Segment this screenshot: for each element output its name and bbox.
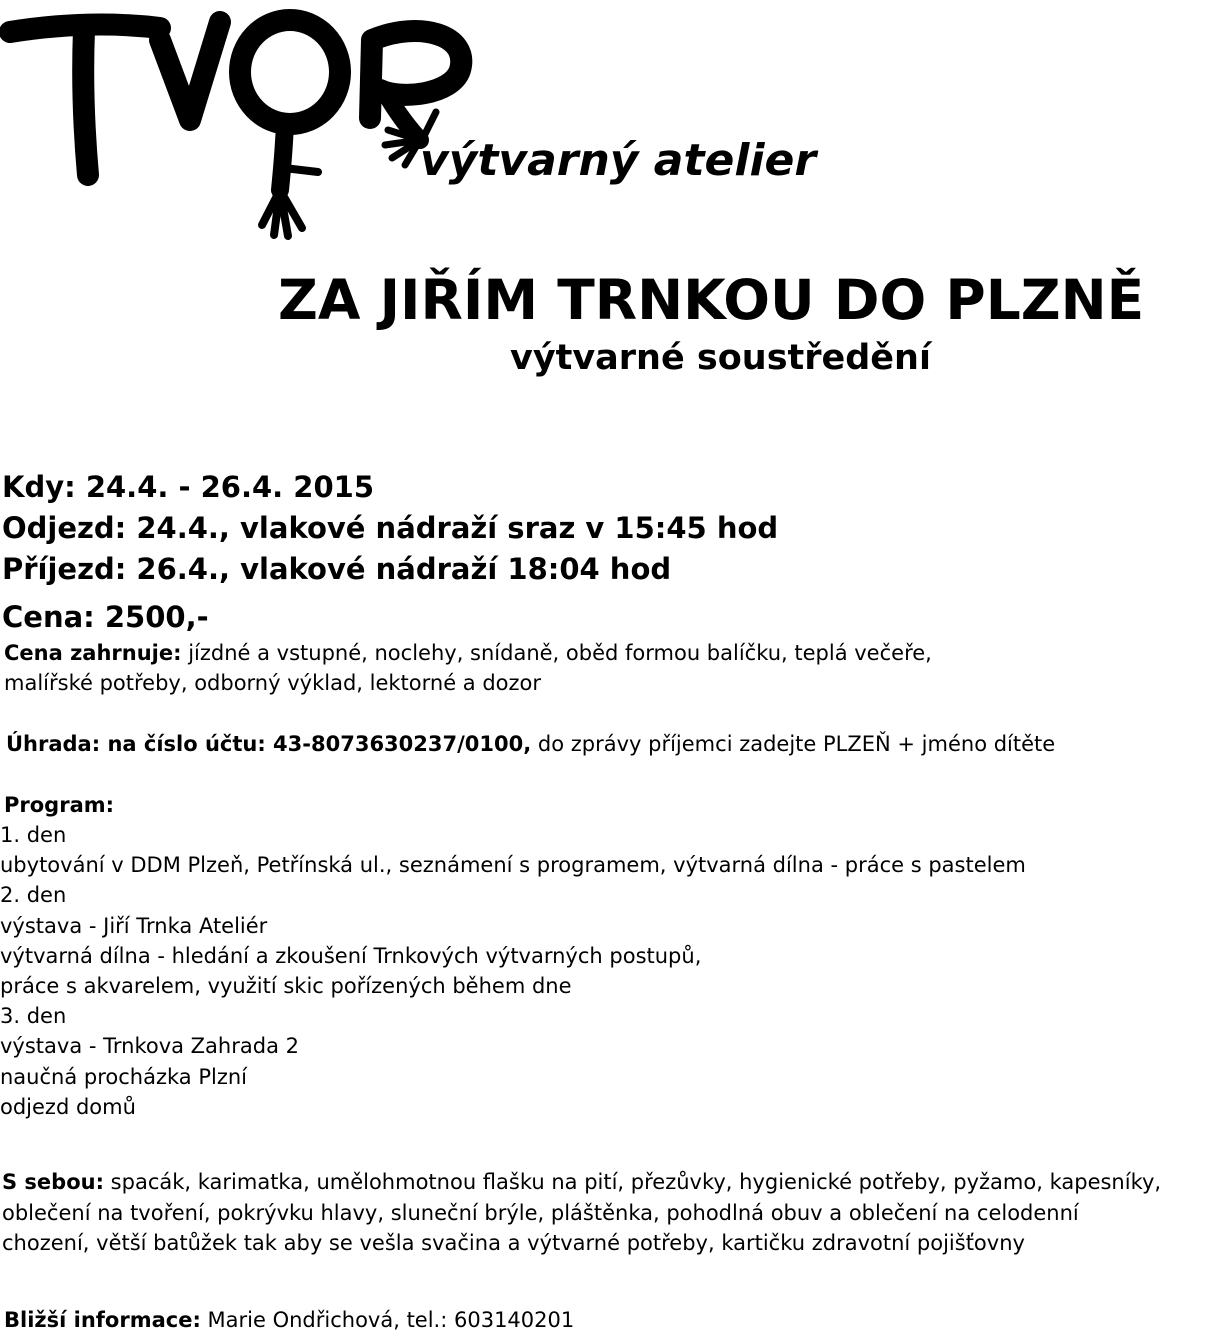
hands-logo-icon <box>10 20 461 236</box>
contact-info <box>4 1305 574 1335</box>
price-includes-label: Cena zahrnuje: <box>4 641 182 665</box>
program-line: 3. den <box>0 1004 67 1029</box>
program-line: výstava - Trnkova Zahrada 2 <box>0 1034 299 1059</box>
event-arrival: Příjezd: 26.4., vlakové nádraží 18:04 hod <box>2 552 672 586</box>
bring-line2: oblečení na tvoření, pokrývku hlavy, sluneční brýle, pláštěnka, pohodlná obuv a oblečení na celodenní <box>2 1201 1079 1225</box>
price-includes-line2: malířské potřeby, odborný výklad, lektorné a dozor <box>4 671 542 695</box>
program-line: ubytování v DDM Plzeň, Petřínská ul., seznámení s programem, výtvarná dílna - práce s pastelem <box>0 853 1026 878</box>
price-includes <box>4 638 932 668</box>
program-line: práce s akvarelem, využití skic pořízených během dne <box>0 974 572 998</box>
page-subtitle: výtvarné soustředění <box>510 338 931 378</box>
page-title: ZA JIŘÍM TRNKOU DO PLZNĚ <box>278 268 1145 332</box>
bring-line1 <box>2 1167 1161 1197</box>
event-departure: Odjezd: 24.4., vlakové nádraží sraz v 15:45 hod <box>2 511 779 545</box>
tvor-logo <box>0 0 820 245</box>
bring-label: S sebou: <box>2 1170 104 1194</box>
program-line: naučná procházka Plzní <box>0 1064 247 1089</box>
bring-text: spacák, karimatka, umělohmotnou flašku na pití, přezůvky, hygienické potřeby, pyžamo, kapesníky, <box>104 1170 1162 1194</box>
program-line: 2. den <box>0 883 67 908</box>
payment-info <box>6 729 1055 759</box>
program-line: výtvarná dílna - hledání a zkoušení Trnkových výtvarných postupů, <box>0 943 702 968</box>
payment-text: do zprávy příjemci zadejte PLZEŇ + jméno dítěte <box>531 732 1056 756</box>
event-dates: Kdy: 24.4. - 26.4. 2015 <box>2 470 375 504</box>
payment-label: Úhrada: na číslo účtu: 43-8073630237/0100, <box>6 732 532 756</box>
bring-line3: chození, větší batůžek tak aby se vešla svačina a výtvarné potřeby, kartičku zdravotní pojišťovny <box>2 1231 1025 1255</box>
program-line: odjezd domů <box>0 1094 136 1119</box>
program-line: 1. den <box>0 823 67 847</box>
event-price: Cena: 2500,- <box>2 600 209 634</box>
price-includes-text: jízdné a vstupné, noclehy, snídaně, oběd formou balíčku, teplá večeře, <box>181 641 932 665</box>
program-label: Program: <box>4 793 115 817</box>
logo-tagline: výtvarný atelier <box>420 135 817 186</box>
program-line: výstava - Jiří Trnka Ateliér <box>0 913 268 938</box>
contact-text: Marie Ondřichová, tel.: 603140201 <box>200 1308 575 1332</box>
contact-label: Bližší informace: <box>4 1308 201 1332</box>
